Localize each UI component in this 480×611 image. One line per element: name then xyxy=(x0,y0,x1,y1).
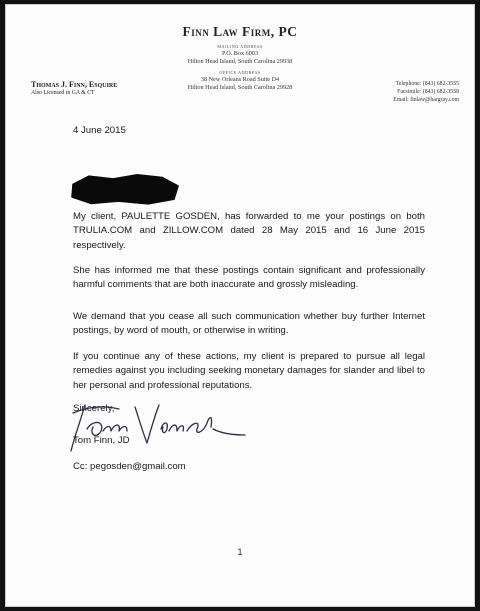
telephone: Telephone: (843) 682-3555 xyxy=(395,81,459,87)
letter-date: 4 June 2015 xyxy=(73,125,126,136)
cc-line: Cc: pegosden@gmail.com xyxy=(73,461,186,472)
attorney-license: Also Licensed in GA & CT xyxy=(31,90,95,96)
office-address-line2: Hilton Head Island, South Carolina 29928 xyxy=(187,84,293,91)
firm-name: Finn Law Firm, PC xyxy=(182,24,298,39)
closing: Sincerely, xyxy=(73,403,115,414)
letter-page xyxy=(5,4,475,607)
paragraph-4: If you continue any of these actions, my client is prepared to pursue all legal remedies against you including seeking monetary damages for slander and libel to her personal and professional reputations. xyxy=(73,351,425,391)
paragraph-3: We demand that you cease all such communication whether buy further Internet postings, by word of mouth, or otherwise in writing. xyxy=(73,311,425,337)
mailing-address-label: MAILING ADDRESS xyxy=(217,44,263,49)
page-number: 1 xyxy=(237,547,243,557)
email-address: Email: finlaw@hargray.com xyxy=(393,97,459,103)
office-address-label: OFFICE ADDRESS xyxy=(219,70,261,75)
signer-name: Tom Finn, JD xyxy=(73,435,130,446)
paragraph-1: My client, PAULETTE GOSDEN, has forwarded to me your postings on both TRULIA.COM and ZILLOW.COM dated 28 May 2015 and 16 June 2015 respectively. xyxy=(73,211,425,251)
mailing-address-line2: Hilton Head Island, South Carolina 29938 xyxy=(187,58,293,65)
office-address-line1: 38 New Orleans Road Suite D4 xyxy=(200,76,280,83)
redacted-recipient-name xyxy=(69,172,179,206)
attorney-name: Thomas J. Finn, Esquire xyxy=(31,80,118,89)
paragraph-2: She has informed me that these postings contain significant and professionally harmful comments that are both inaccurate and grossly misleading. xyxy=(73,265,425,291)
facsimile: Facsimile: (843) 682-3558 xyxy=(397,89,459,95)
mailing-address-line1: P.O. Box 6003 xyxy=(221,50,259,57)
